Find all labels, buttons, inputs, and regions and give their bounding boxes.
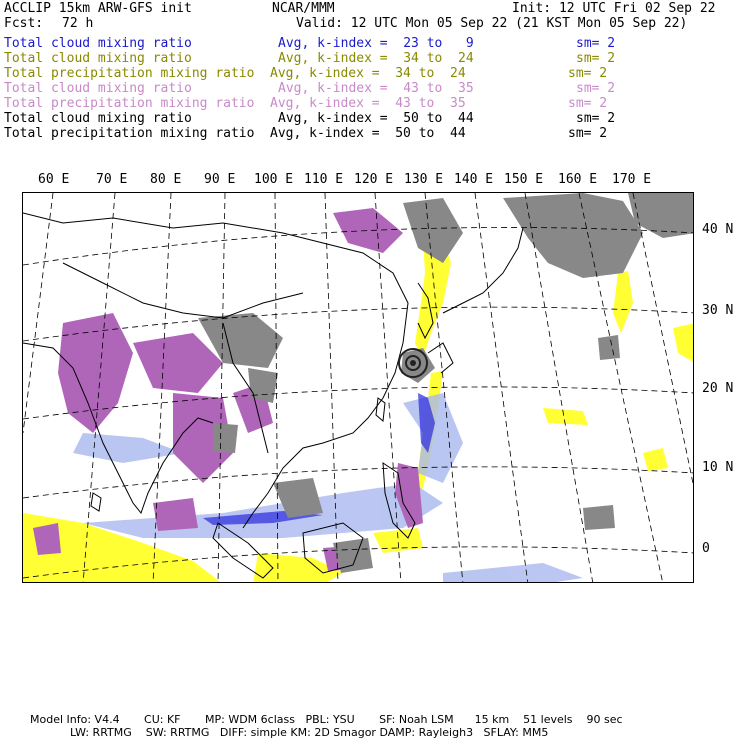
model-info-line2: LW: RRTMG SW: RRTMG DIFF: simple KM: 2D Smagor DAMP: Rayleigh3 SFLAY: MM5 [70,726,549,739]
longitude-label: 170 E [612,172,652,187]
longitude-label: 120 E [354,172,394,187]
meridian-line [23,193,53,433]
meridian-line [475,193,528,583]
legend-avg: Avg, k-index = 43 to 35 [270,96,466,111]
legend-field: Total cloud mixing ratio [4,51,192,66]
longitude-label: 100 E [254,172,294,187]
map-canvas [23,193,694,583]
valid-time: Valid: 12 UTC Mon 05 Sep 22 (21 KST Mon 05 Sep 22) [296,16,688,31]
low-cloud-patch [443,563,583,583]
legend-sm: sm= 2 [568,66,608,81]
top-cloud-patch [403,198,463,263]
high-cloud-patch [153,498,198,531]
mid-cloud-patch [373,528,423,553]
legend-field: Total cloud mixing ratio [4,36,192,51]
high-cloud-patch [333,208,403,253]
legend-avg: Avg, k-index = 23 to 9 [278,36,474,51]
legend-field: Total precipitation mixing ratio [4,66,255,81]
top-cloud-patch [213,423,238,453]
init-time: Init: 12 UTC Fri 02 Sep 22 [512,1,716,16]
sri-lanka-coastline [91,493,101,511]
legend-field: Total cloud mixing ratio [4,111,192,126]
longitude-label: 150 E [504,172,544,187]
legend-avg: Avg, k-index = 34 to 24 [270,66,466,81]
legend-sm: sm= 2 [576,51,616,66]
longitude-label: 110 E [304,172,344,187]
legend-avg: Avg, k-index = 50 to 44 [278,111,474,126]
longitude-label: 130 E [404,172,444,187]
latitude-label: 10 N [702,460,734,475]
organization-label: NCAR/MMM [272,1,335,16]
mid-cloud-patch [543,408,588,425]
model-title: ACCLIP 15km ARW-GFS init [4,1,192,16]
legend-avg: Avg, k-index = 50 to 44 [270,126,466,141]
latitude-label: 20 N [702,381,734,396]
latitude-label: 40 N [702,222,734,237]
legend-field: Total precipitation mixing ratio [4,126,255,141]
high-cloud-patch [133,333,223,393]
top-cloud-patch [598,335,620,360]
forecast-label: Fcst: [4,16,44,31]
high-cloud-patch [58,313,133,433]
mid-cloud-patch [643,448,668,471]
border-line [63,263,303,318]
legend-avg: Avg, k-index = 43 to 35 [278,81,474,96]
legend-sm: sm= 2 [576,111,616,126]
longitude-label: 90 E [204,172,236,187]
longitude-label: 140 E [454,172,494,187]
legend-field: Total precipitation mixing ratio [4,96,255,111]
parallel-line [23,387,694,419]
top-cloud-patch [583,505,615,530]
longitude-label: 80 E [150,172,182,187]
weather-map [22,192,694,583]
top-cloud-patch [503,193,643,278]
longitude-label: 60 E [38,172,70,187]
mid-cloud-patch [613,271,633,333]
mid-cloud-patch [673,323,694,363]
model-info-line1: Model Info: V4.4 CU: KF MP: WDM 6class PBL: YSU SF: Noah LSM 15 km 51 levels 90 sec [30,713,623,726]
legend-sm: sm= 2 [568,96,608,111]
legend-sm: sm= 2 [576,81,616,96]
longitude-label: 70 E [96,172,128,187]
forecast-hours: 72 h [62,16,94,31]
longitude-label: 160 E [558,172,598,187]
low-cloud-patch [83,483,443,538]
legend-field: Total cloud mixing ratio [4,81,192,96]
latitude-label: 30 N [702,303,734,318]
high-cloud-patch [33,523,61,555]
legend-sm: sm= 2 [576,36,616,51]
typhoon-eye [411,361,415,365]
top-cloud-patch [248,368,278,403]
legend-avg: Avg, k-index = 34 to 24 [278,51,474,66]
legend-sm: sm= 2 [568,126,608,141]
latitude-label: 0 [702,541,710,556]
